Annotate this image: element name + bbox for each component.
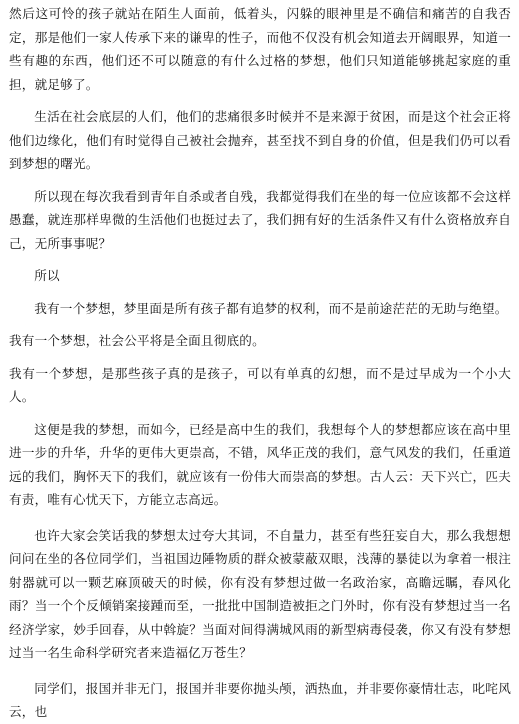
- paragraph-10: 同学们，报国并非无门，报国并非要你抛头颅，洒热血，并非要你豪情壮志，叱咤风云，也: [9, 680, 511, 719]
- paragraph-6: 我有一个梦想，社会公平将是全面且彻底的。: [9, 333, 265, 348]
- paragraph-4: 所以: [34, 268, 60, 283]
- paragraph-5: 我有一个梦想，梦里面是所有孩子都有追梦的权利，而不是前途茫茫的无助与绝望。: [34, 300, 508, 316]
- paragraph-9: 也许大家会笑话我的梦想太过夸大其词，不自量力，甚至有些狂妄自大，那么我想想问问在坐的各位同学们，当祖国边陲物质的群众被蒙蔽双眼，浅薄的暴徒以为拿着一根注射器就可以一颗艺麻顶破天的时候，你有没有梦想过做一名政治家，高瞻远瞩，春风化雨？当一个个反倾销案接踵而至，一批批中国制造被拒之门外时，你有没有梦想过当一名经济学家，妙手回春，从中斡旋？当面对间得满城风雨的新型病毒侵袭，你又有没有梦想过当一名生命科学研究者来造福亿万苍生？: [9, 527, 511, 660]
- paragraph-7: 我有一个梦想，是那些孩子真的是孩子，可以有单真的幻想，而不是过早成为一个小大人。: [9, 365, 511, 404]
- paragraph-3: 所以现在每次我看到青年自杀或者自残，我都觉得我们在坐的每一位应该都不会这样愚蠢，就连那样卑微的生活他们也挺过去了，我们拥有好的生活条件又有什么资格放弃自己，无所事事呢？: [9, 188, 511, 251]
- paragraph-1: 然后这可怜的孩子就站在陌生人面前，低着头，闪躲的眼神里是不确信和痛苦的自我否定，那是他们一家人传承下来的谦卑的性子，而他不仅没有机会知道去开阔眼界，知道一些有趣的东西，他们还不可以随意的有什么过格的梦想，他们只知道能够挑起家庭的重担，就足够了。: [9, 6, 511, 92]
- paragraph-8: 这便是我的梦想，而如今，已经是高中生的我们，我想每个人的梦想都应该在高中里进一步的升华，升华的更伟大更崇高，不错，风华正茂的我们，意气风发的我们，任重道远的我们，胸怀天下的我们，就应该有一份伟大而崇高的梦想。古人云：天下兴亡，匹夫有责，唯有心忧天下，方能立志高远。: [9, 421, 511, 507]
- paragraph-2: 生活在社会底层的人们，他们的悲痛很多时候并不是来源于贫困，而是这个社会正将他们边缘化，他们有时觉得自己被社会抛弃，甚至找不到自身的价值，但是我们仍可以看到梦想的曙光。: [9, 109, 511, 171]
